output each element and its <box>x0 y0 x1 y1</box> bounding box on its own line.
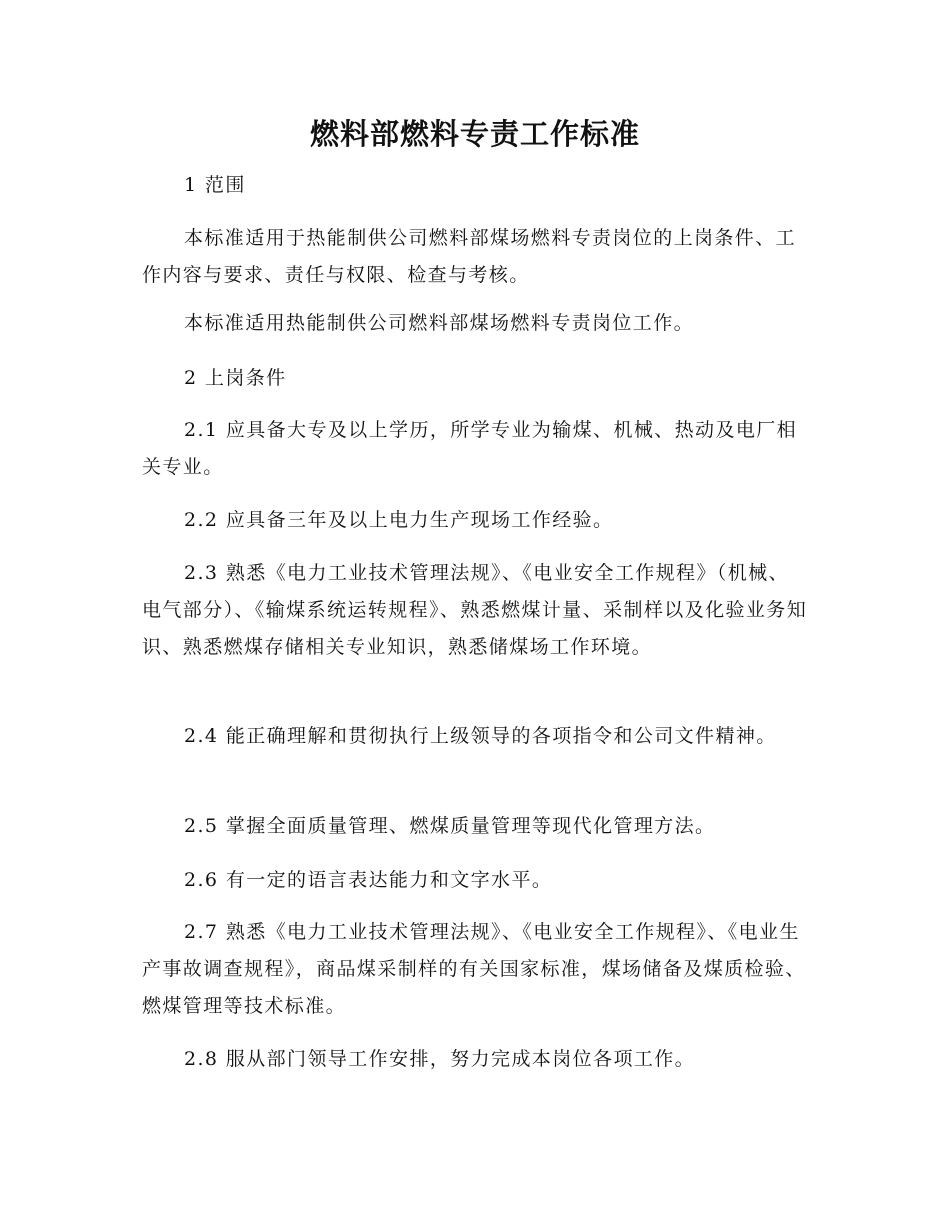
paragraph-2-6: 2.6 有一定的语言表达能力和文字水平。 <box>184 869 553 891</box>
section-heading-scope: 1 范围 <box>184 174 246 196</box>
paragraph-2-2: 2.2 应具备三年及以上电力生产现场工作经验。 <box>184 509 614 531</box>
paragraph-scope-1: 本标准适用于热能制供公司燃料部煤场燃料专责岗位的上岗条件、工作内容与要求、责任与权限、检查与考核。 <box>142 227 797 286</box>
paragraph-2-5: 2.5 掌握全面质量管理、燃煤质量管理等现代化管理方法。 <box>184 815 716 837</box>
paragraph-2-4: 2.4 能正确理解和贯彻执行上级领导的各项指令和公司文件精神。 <box>184 725 777 747</box>
paragraph-2-7: 2.7 熟悉《电力工业技术管理法规》、《电业安全工作规程》、《电业生产事故调查规程》，商品煤采制样的有关国家标准，煤场储备及煤质检验、燃煤管理等技术标准。 <box>142 921 806 1017</box>
paragraph-2-1: 2.1 应具备大专及以上学历，所学专业为输煤、机械、热动及电厂相关专业。 <box>142 419 798 478</box>
paragraph-2-8: 2.8 服从部门领导工作安排，努力完成本岗位各项工作。 <box>184 1048 696 1070</box>
section-heading-requirements: 2 上岗条件 <box>184 367 287 389</box>
document-title: 燃料部燃料专责工作标准 <box>309 117 640 151</box>
paragraph-scope-2: 本标准适用热能制供公司燃料部煤场燃料专责岗位工作。 <box>184 312 695 334</box>
paragraph-2-3: 2.3 熟悉《电力工业技术管理法规》、《电业安全工作规程》（机械、电气部分）、《输煤系统运转规程》、熟悉燃煤计量、采制样以及化验业务知识、熟悉燃煤存储相关专业知识，熟悉储煤场工作环境。 <box>142 562 808 658</box>
